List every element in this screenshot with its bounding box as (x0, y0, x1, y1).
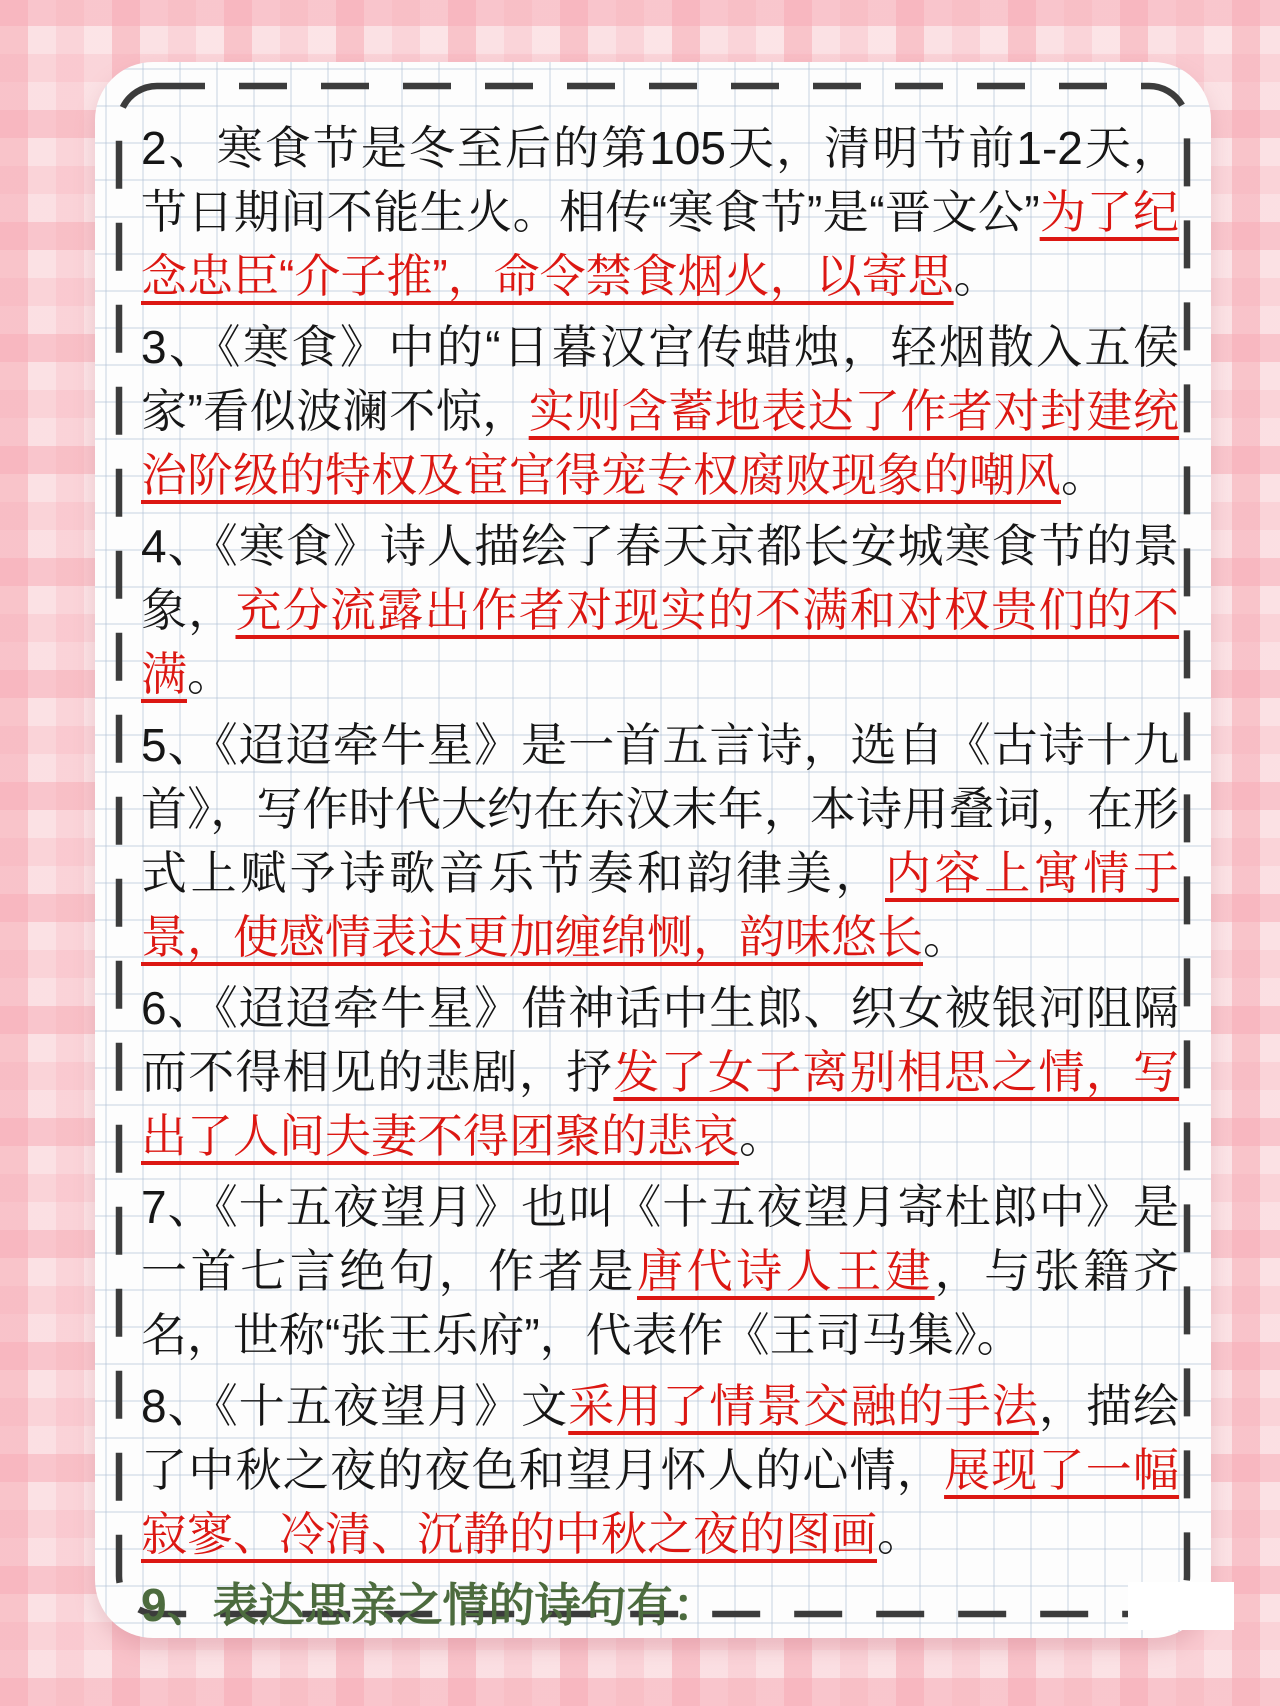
note-segment-red: 实则含蓄地表达了作者对封建统治阶级的特权及宦官得宠专权腐败现象的嘲风 (141, 385, 1179, 501)
note-segment-black: 。 (187, 648, 233, 700)
note-item-6 (141, 976, 1179, 1168)
note-segment-black: 。 (923, 911, 969, 963)
note-segment-red: 发了女子离别相思之情，写出了人间夫妻不得团聚的悲哀 (141, 1046, 1180, 1162)
note-segment-black: 。 (1061, 449, 1107, 501)
note-item-2 (141, 116, 1179, 308)
note-segment-black: 4、《寒食》诗人描绘了春天京都长安城寒食节的景象， (141, 520, 1179, 636)
note-item-4 (141, 514, 1179, 706)
note-segment-black: 。 (877, 1508, 923, 1560)
note-segment-green: 9、表达思亲之情的诗句有： (141, 1579, 719, 1631)
note-item-7 (141, 1175, 1179, 1367)
note-segment-red: 唐代诗人王建 (637, 1245, 935, 1297)
note-segment-black: 2、寒食节是冬至后的第105天，清明节前1-2天，节日期间不能生火。相传“寒食节”是“晋文公” (141, 122, 1179, 238)
note-segment-red: 采用了情景交融的手法 (568, 1380, 1039, 1432)
note-segment-red: 为了纪念忠臣“介子推”，命令禁食烟火，以寄思 (141, 186, 1179, 302)
note-segment-black: 3、《寒食》中的“日暮汉宫传蜡烛，轻烟散入五侯家”看似波澜不惊， (141, 321, 1179, 437)
note-segment-black: 5、《迢迢牵牛星》是一首五言诗，选自《古诗十九首》，写作时代大约在东汉末年，本诗用叠词，在形式上赋予诗歌音乐节奏和韵律美， (141, 719, 1179, 899)
note-item-9 (141, 1573, 1179, 1637)
note-segment-black: ，与张籍齐名，世称“张王乐府”，代表作《王司马集》。 (141, 1245, 1180, 1361)
note-segment-black: ，描绘了中秋之夜的夜色和望月怀人的心情， (141, 1380, 1180, 1496)
note-segment-black: 7、《十五夜望月》也叫《十五夜望月寄杜郎中》是一首七言绝句，作者是 (141, 1181, 1179, 1297)
note-segment-red: 充分流露出作者对现实的不满和对权贵们的不满 (141, 584, 1180, 700)
note-segment-black: 6、《迢迢牵牛星》借神话中生郎、织女被银河阻隔而不得相见的悲剧，抒 (141, 982, 1179, 1098)
note-item-5 (141, 713, 1179, 969)
note-item-8 (141, 1374, 1179, 1566)
note-segment-black: 。 (739, 1110, 785, 1162)
note-segment-black: 8、《十五夜望月》文 (141, 1380, 569, 1432)
notes-card (95, 62, 1211, 1638)
watermark-cover (1128, 1582, 1234, 1630)
note-segment-red: 展现了一幅寂寥、冷清、沉静的中秋之夜的图画 (141, 1444, 1180, 1560)
notes-list (141, 116, 1179, 1638)
note-item-3 (141, 315, 1179, 507)
note-segment-red: 内容上寓情于景，使感情表达更加缠绵恻，韵味悠长 (141, 847, 1180, 963)
note-segment-black: 。 (953, 250, 1000, 302)
